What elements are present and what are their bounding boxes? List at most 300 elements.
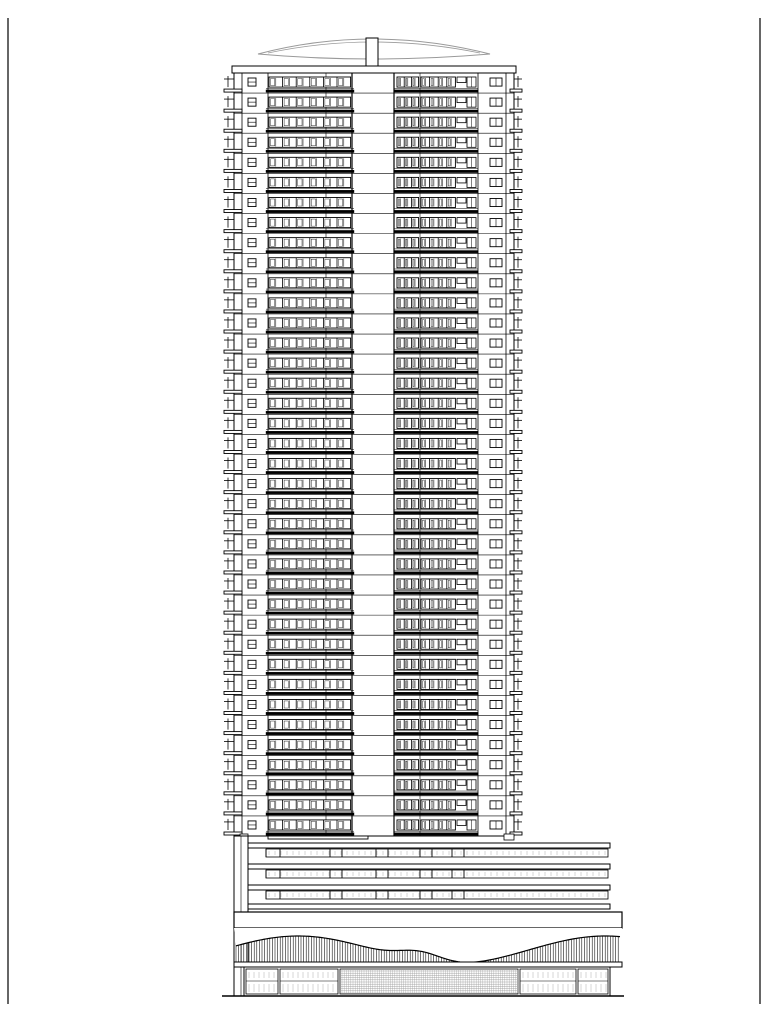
balcony-slab-left: [266, 712, 354, 714]
ledge-right: [510, 451, 522, 454]
ledge-left: [224, 772, 242, 775]
podium-slab: [248, 864, 610, 869]
window-bank-right: [421, 619, 455, 629]
balcony-slab-left: [266, 451, 354, 453]
small-window: [457, 338, 466, 344]
tower-floor: [224, 113, 522, 132]
ledge-right: [510, 551, 522, 554]
window-bank-core: [397, 780, 419, 790]
balcony-slab-left: [266, 552, 354, 554]
window-bank-core: [397, 338, 419, 348]
canopy-soffit: [234, 962, 622, 967]
window-bank-left: [269, 579, 351, 589]
window-bank-core: [397, 519, 419, 529]
balcony-slab-right: [394, 311, 478, 313]
tower-floor: [224, 816, 522, 835]
small-window: [457, 740, 466, 746]
window-bank-core: [397, 238, 419, 248]
window-bank-left: [269, 659, 351, 669]
podium-slab: [248, 885, 610, 890]
balcony-slab-right: [394, 652, 478, 654]
window-bank-left: [269, 438, 351, 448]
ledge-left: [224, 511, 242, 514]
window-bank-right: [421, 639, 455, 649]
small-window: [457, 378, 466, 384]
ledge-right: [510, 571, 522, 574]
balcony-slab-right: [394, 712, 478, 714]
balcony-slab-left: [266, 752, 354, 754]
balcony-slab-right: [394, 251, 478, 253]
balcony-slab-left: [266, 210, 354, 212]
balcony-slab-right: [394, 331, 478, 333]
balcony-slab-left: [266, 190, 354, 192]
balcony-slab-right: [394, 793, 478, 795]
window-bank-right: [421, 479, 455, 489]
balcony-slab-right: [394, 90, 478, 92]
tower-floor: [224, 314, 522, 333]
balcony-slab-right: [394, 512, 478, 514]
window-bank-right: [421, 398, 455, 408]
balcony-slab-right: [394, 371, 478, 373]
balcony-slab-right: [394, 471, 478, 473]
balcony-slab-right: [394, 612, 478, 614]
balcony-slab-right: [394, 732, 478, 734]
ledge-right: [510, 611, 522, 614]
balcony-slab-left: [266, 592, 354, 594]
window-bank-core: [397, 438, 419, 448]
window-bank-core: [397, 559, 419, 569]
balcony-slab-left: [266, 351, 354, 353]
balcony-slab-left: [266, 612, 354, 614]
window-bank-left: [269, 418, 351, 428]
ledge-left: [224, 149, 242, 152]
window-bank-left: [269, 780, 351, 790]
balcony-slab-right: [394, 773, 478, 775]
balcony-slab-left: [266, 411, 354, 413]
window-bank-left: [269, 559, 351, 569]
window-bank-core: [397, 579, 419, 589]
podium-floor-band: [248, 904, 610, 909]
balcony-slab-right: [394, 491, 478, 493]
window-bank-core: [397, 760, 419, 770]
window-bank-right: [421, 519, 455, 529]
window-bank-core: [397, 619, 419, 629]
ledge-left: [224, 270, 242, 273]
tower-floor: [224, 615, 522, 634]
small-window: [457, 679, 466, 685]
small-window: [457, 137, 466, 143]
window-bank-right: [421, 117, 455, 127]
ledge-left: [224, 792, 242, 795]
window-bank-core: [397, 77, 419, 87]
window-bank-left: [269, 760, 351, 770]
ledge-right: [510, 471, 522, 474]
window-bank-core: [397, 820, 419, 830]
small-window: [457, 298, 466, 304]
window-bank-left: [269, 318, 351, 328]
tower-floor: [224, 736, 522, 755]
small-window: [457, 157, 466, 163]
window-bank-right: [421, 820, 455, 830]
window-bank-right: [421, 97, 455, 107]
podium: [222, 836, 624, 996]
tower-floor: [224, 354, 522, 373]
ledge-right: [510, 491, 522, 494]
tower-floor: [224, 575, 522, 594]
window-bank-right: [421, 177, 455, 187]
tower-floor: [224, 635, 522, 654]
tower-floor: [224, 796, 522, 815]
window-bank-right: [421, 418, 455, 428]
tower-floor: [224, 475, 522, 494]
ledge-left: [224, 671, 242, 674]
tower-floor: [224, 394, 522, 413]
ledge-right: [510, 812, 522, 815]
small-window: [457, 599, 466, 605]
ledge-left: [224, 390, 242, 393]
window-bank-left: [269, 398, 351, 408]
small-window: [457, 258, 466, 264]
window-bank-left: [269, 97, 351, 107]
balcony-slab-left: [266, 572, 354, 574]
window-bank-left: [269, 157, 351, 167]
small-window: [457, 800, 466, 806]
tower-floor: [224, 334, 522, 353]
balcony-slab-right: [394, 351, 478, 353]
ledge-right: [510, 732, 522, 735]
tower-floor: [224, 695, 522, 714]
balcony-slab-right: [394, 230, 478, 232]
tower-floor: [224, 756, 522, 775]
balcony-slab-right: [394, 170, 478, 172]
ledge-left: [224, 290, 242, 293]
balcony-slab-right: [394, 632, 478, 634]
storefront-bay: [280, 969, 338, 994]
balcony-slab-left: [266, 90, 354, 92]
small-window: [457, 820, 466, 826]
small-window: [457, 218, 466, 224]
window-bank-left: [269, 800, 351, 810]
small-window: [457, 479, 466, 485]
balcony-slab-left: [266, 150, 354, 152]
window-bank-left: [269, 639, 351, 649]
window-bank-core: [397, 418, 419, 428]
balcony-slab-left: [266, 130, 354, 132]
balcony-slab-left: [266, 271, 354, 273]
small-window: [457, 519, 466, 525]
podium-floor-band: [248, 843, 610, 857]
tower-floor: [224, 655, 522, 674]
window-bank-left: [269, 197, 351, 207]
tower-floor: [224, 535, 522, 554]
balcony-slab-right: [394, 552, 478, 554]
ledge-right: [510, 531, 522, 534]
window-bank-left: [269, 679, 351, 689]
ledge-right: [510, 169, 522, 172]
balcony-slab-left: [266, 793, 354, 795]
window-bank-left: [269, 218, 351, 228]
ledge-left: [224, 651, 242, 654]
balcony-slab-left: [266, 833, 354, 835]
balcony-slab-right: [394, 150, 478, 152]
canopy-fascia: [234, 912, 622, 928]
balcony-slab-right: [394, 752, 478, 754]
window-bank-left: [269, 137, 351, 147]
window-bank-right: [421, 438, 455, 448]
window-bank-right: [421, 679, 455, 689]
ledge-right: [510, 149, 522, 152]
window-bank-right: [421, 499, 455, 509]
ledge-right: [510, 290, 522, 293]
ledge-left: [224, 691, 242, 694]
window-bank-core: [397, 479, 419, 489]
window-bank-right: [421, 800, 455, 810]
window-bank-right: [421, 278, 455, 288]
tower-floor: [224, 414, 522, 433]
tower-floor: [224, 675, 522, 694]
balcony-slab-right: [394, 592, 478, 594]
small-window: [457, 438, 466, 444]
ledge-right: [510, 390, 522, 393]
balcony-slab-right: [394, 110, 478, 112]
small-window: [457, 780, 466, 786]
ledge-right: [510, 410, 522, 413]
window-bank-right: [421, 238, 455, 248]
balcony-slab-right: [394, 411, 478, 413]
ledge-right: [510, 591, 522, 594]
window-bank-right: [421, 358, 455, 368]
balcony-slab-right: [394, 431, 478, 433]
ledge-left: [224, 430, 242, 433]
window-bank-core: [397, 258, 419, 268]
small-window: [457, 699, 466, 705]
ledge-left: [224, 370, 242, 373]
balcony-slab-right: [394, 130, 478, 132]
ledge-right: [510, 752, 522, 755]
balcony-slab-left: [266, 431, 354, 433]
window-bank-core: [397, 298, 419, 308]
window-bank-left: [269, 699, 351, 709]
ledge-left: [224, 451, 242, 454]
window-bank-core: [397, 679, 419, 689]
ledge-left: [224, 330, 242, 333]
balcony-slab-left: [266, 491, 354, 493]
tower-floor: [224, 776, 522, 795]
window-bank-left: [269, 720, 351, 730]
ledge-right: [510, 250, 522, 253]
tower-floor: [224, 274, 522, 293]
ledge-left: [224, 129, 242, 132]
window-bank-core: [397, 137, 419, 147]
small-window: [457, 97, 466, 103]
tower-floor: [224, 434, 522, 453]
ledge-right: [510, 370, 522, 373]
window-bank-left: [269, 539, 351, 549]
window-bank-right: [421, 740, 455, 750]
small-window: [457, 177, 466, 183]
ledge-right: [510, 792, 522, 795]
ledge-right: [510, 270, 522, 273]
window-bank-core: [397, 699, 419, 709]
tower-floor: [224, 73, 522, 92]
window-bank-core: [397, 197, 419, 207]
window-bank-left: [269, 619, 351, 629]
ledge-left: [224, 169, 242, 172]
small-window: [457, 197, 466, 203]
balcony-slab-right: [394, 672, 478, 674]
ledge-left: [224, 631, 242, 634]
balcony-slab-left: [266, 230, 354, 232]
balcony-slab-left: [266, 732, 354, 734]
ledge-left: [224, 310, 242, 313]
balcony-slab-left: [266, 291, 354, 293]
ledge-left: [224, 591, 242, 594]
window-bank-core: [397, 97, 419, 107]
window-bank-left: [269, 338, 351, 348]
window-bank-core: [397, 720, 419, 730]
ledge-left: [224, 410, 242, 413]
ledge-left: [224, 230, 242, 233]
window-bank-core: [397, 378, 419, 388]
balcony-slab-left: [266, 110, 354, 112]
window-bank-core: [397, 177, 419, 187]
balcony-slab-right: [394, 190, 478, 192]
balcony-slab-left: [266, 251, 354, 253]
podium-slab: [248, 843, 610, 848]
balcony-slab-right: [394, 291, 478, 293]
ledge-left: [224, 531, 242, 534]
small-window: [457, 639, 466, 645]
roof-crown: [232, 38, 516, 73]
window-bank-right: [421, 559, 455, 569]
window-bank-core: [397, 539, 419, 549]
window-bank-core: [397, 278, 419, 288]
ledge-left: [224, 471, 242, 474]
ledge-left: [224, 491, 242, 494]
ledge-left: [224, 350, 242, 353]
ledge-right: [510, 712, 522, 715]
window-bank-core: [397, 659, 419, 669]
window-bank-core: [397, 157, 419, 167]
balcony-slab-left: [266, 813, 354, 815]
tower: [224, 73, 522, 840]
window-bank-left: [269, 820, 351, 830]
small-window: [457, 499, 466, 505]
small-window: [457, 760, 466, 766]
tower-floor: [224, 555, 522, 574]
window-bank-left: [269, 599, 351, 609]
window-bank-right: [421, 760, 455, 770]
ledge-left: [224, 611, 242, 614]
window-bank-core: [397, 398, 419, 408]
balcony-slab-right: [394, 210, 478, 212]
window-bank-left: [269, 258, 351, 268]
window-bank-left: [269, 459, 351, 469]
ledge-right: [510, 631, 522, 634]
small-window: [457, 659, 466, 665]
window-bank-core: [397, 117, 419, 127]
window-bank-right: [421, 599, 455, 609]
ledge-left: [224, 752, 242, 755]
window-bank-right: [421, 659, 455, 669]
roof-mast: [366, 38, 378, 70]
balcony-slab-left: [266, 652, 354, 654]
podium-floor-band: [248, 864, 610, 878]
storefronts: [246, 969, 608, 994]
small-window: [457, 418, 466, 424]
window-bank-core: [397, 499, 419, 509]
window-bank-right: [421, 218, 455, 228]
window-bank-right: [421, 459, 455, 469]
small-window: [457, 278, 466, 284]
small-window: [457, 117, 466, 123]
small-window: [457, 559, 466, 565]
window-bank-left: [269, 479, 351, 489]
window-bank-right: [421, 137, 455, 147]
tower-floor: [224, 495, 522, 514]
small-window: [457, 539, 466, 545]
balcony-slab-right: [394, 391, 478, 393]
window-bank-right: [421, 157, 455, 167]
balcony-slab-left: [266, 331, 354, 333]
tower-floor: [224, 234, 522, 253]
window-bank-right: [421, 298, 455, 308]
small-window: [457, 318, 466, 324]
window-bank-right: [421, 579, 455, 589]
ledge-left: [224, 210, 242, 213]
window-bank-core: [397, 800, 419, 810]
window-bank-right: [421, 197, 455, 207]
small-window: [457, 579, 466, 585]
window-bank-left: [269, 499, 351, 509]
ledge-left: [224, 89, 242, 92]
balcony-slab-left: [266, 391, 354, 393]
tower-floor: [224, 716, 522, 735]
tower-floor: [224, 515, 522, 534]
balcony-slab-right: [394, 572, 478, 574]
ledge-left: [224, 812, 242, 815]
window-bank-right: [421, 338, 455, 348]
balcony-slab-left: [266, 672, 354, 674]
roof-parapet: [232, 66, 516, 73]
storefront-bay: [246, 969, 278, 994]
balcony-slab-left: [266, 311, 354, 313]
tower-base-band: [268, 836, 368, 839]
tower-floor: [224, 173, 522, 192]
balcony-slab-left: [266, 170, 354, 172]
ledge-left: [224, 571, 242, 574]
tower-base-stub-right: [504, 834, 514, 840]
small-window: [457, 619, 466, 625]
small-window: [457, 238, 466, 244]
storefront-bay: [340, 969, 518, 994]
window-bank-core: [397, 639, 419, 649]
ledge-right: [510, 230, 522, 233]
window-bank-left: [269, 378, 351, 388]
window-bank-core: [397, 218, 419, 228]
balcony-slab-right: [394, 532, 478, 534]
ledge-right: [510, 189, 522, 192]
window-bank-right: [421, 699, 455, 709]
ledge-right: [510, 691, 522, 694]
balcony-slab-left: [266, 692, 354, 694]
window-bank-core: [397, 740, 419, 750]
ledge-right: [510, 109, 522, 112]
tower-floor: [224, 214, 522, 233]
ledge-left: [224, 732, 242, 735]
window-bank-right: [421, 539, 455, 549]
tower-floor: [224, 193, 522, 212]
